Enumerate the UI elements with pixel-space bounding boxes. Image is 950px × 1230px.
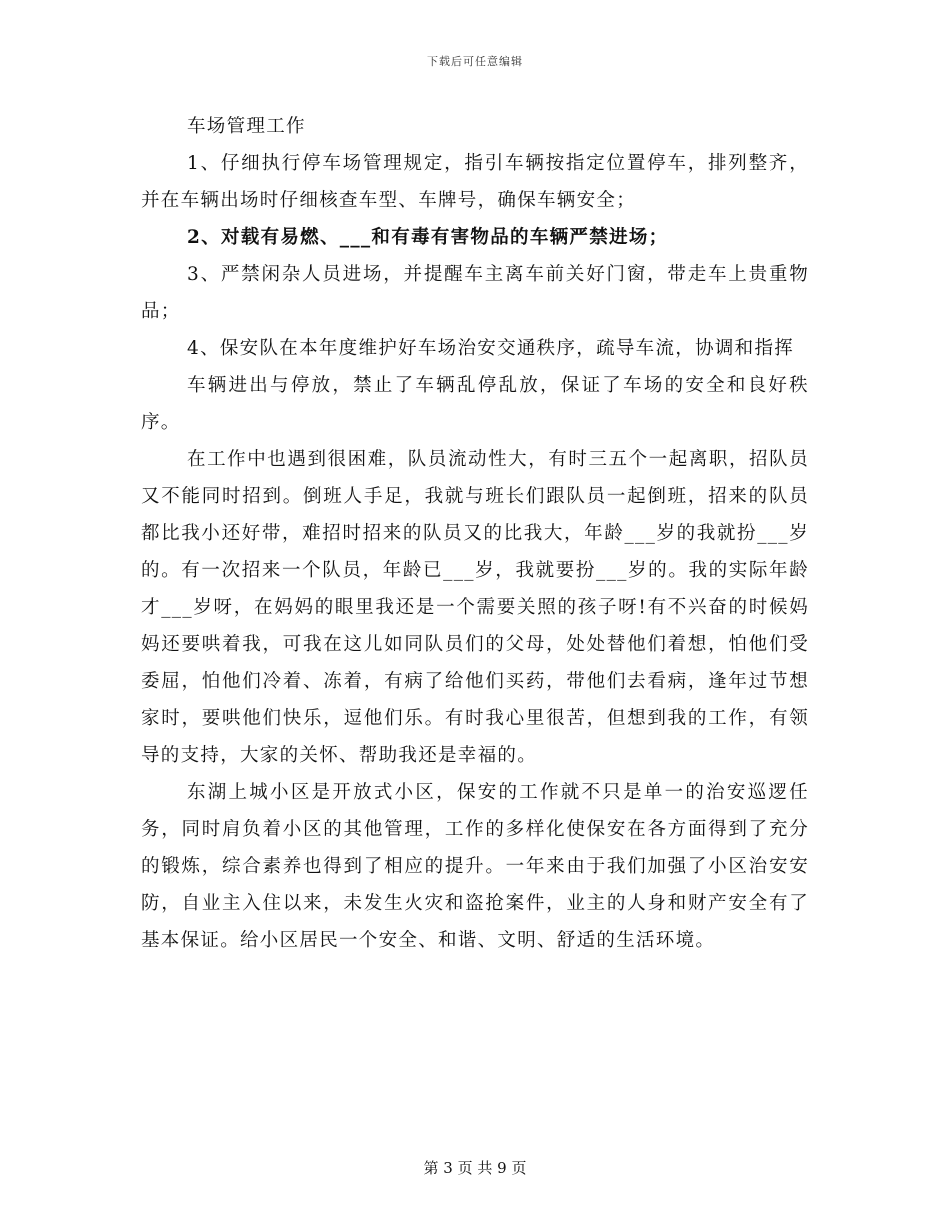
paragraph-continuation: 车辆进出与停放，禁止了车辆乱停乱放，保证了车场的安全和良好秩序。	[141, 375, 809, 433]
paragraph-item-2: 2、对载有易燃、___和有毒有害物品的车辆严禁进场；	[187, 227, 669, 248]
paragraph-item-1: 1、仔细执行停车场管理规定，指引车辆按指定位置停车，排列整齐，并在车辆出场时仔细核查车型、车牌号，确保车辆安全；	[141, 153, 809, 211]
page-number: 第 3 页 共 9 页	[423, 1159, 527, 1177]
document-body	[141, 108, 809, 959]
paragraph-community: 东湖上城小区是开放式小区，保安的工作就不只是单一的治安巡逻任务，同时肩负着小区的其他管理，工作的多样化使保安在各方面得到了充分的锻炼，综合素养也得到了相应的提升。一年来由于我们加强了小区治安安防，自业主入住以来，未发生火灾和盗抢案件，业主的人身和财产安全有了基本保证。给小区居民一个安全、和谐、文明、舒适的生活环境。	[141, 782, 809, 951]
paragraph-heading: 车场管理工作	[187, 116, 306, 137]
paragraph-item-4: 4、保安队在本年度维护好车场治安交通秩序，疏导车流，协调和指挥	[187, 338, 795, 359]
paragraph-work-difficulties: 在工作中也遇到很困难，队员流动性大，有时三五个一起离职，招队员又不能同时招到。倒班人手足，我就与班长们跟队员一起倒班，招来的队员都比我小还好带，难招时招来的队员又的比我大，年龄___岁的我就扮___岁的。有一次招来一个队员，年龄已___岁，我就要扮___岁的。我的实际年龄才___岁呀，在妈妈的眼里我还是一个需要关照的孩子呀!有不兴奋的时候妈妈还要哄着我，可我在这儿如同队员们的父母，处处替他们着想，怕他们受委屈，怕他们冷着、冻着，有病了给他们买药，带他们去看病，逢年过节想家时，要哄他们快乐，逗他们乐。有时我心里很苦，但想到我的工作，有领导的支持，大家的关怀、帮助我还是幸福的。	[141, 449, 809, 766]
paragraph-item-3: 3、严禁闲杂人员进场，并提醒车主离车前关好门窗，带走车上贵重物品；	[141, 264, 809, 322]
header-note: 下载后可任意编辑	[427, 55, 523, 68]
